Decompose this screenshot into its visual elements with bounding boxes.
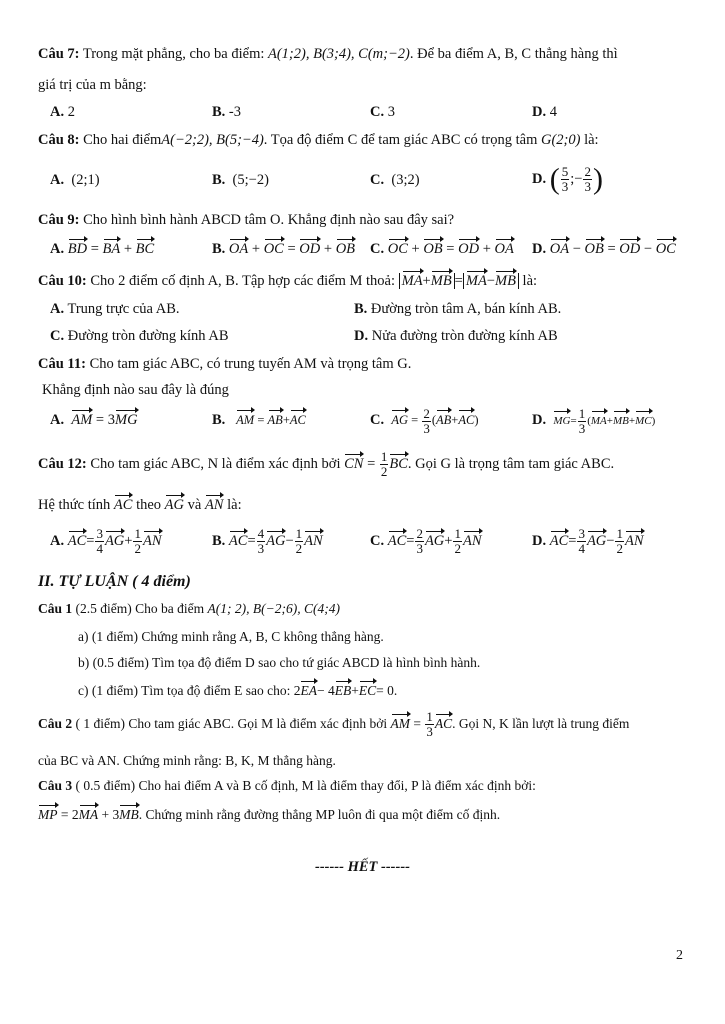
q12-option-b: B. AC= $\frac{4}{3}$ AG− $\frac{1}{2}$ AN bbox=[212, 526, 323, 557]
q8-option-b: B. (5;−2) bbox=[212, 172, 269, 188]
tl1-part-a: a) (1 điểm) Chứng minh rằng A, B, C không thẳng hàng. bbox=[78, 629, 384, 644]
q10-option-c: C. Đường tròn đường kính AB bbox=[50, 328, 229, 344]
q12-line2: Hệ thức tính AC theo AG và AN là: bbox=[38, 494, 242, 514]
q11-option-c: C. AG = $\frac{2}{3}$ (AB+AC) bbox=[370, 405, 479, 436]
q9-option-c: C. OC + OB = OD + OA bbox=[370, 238, 514, 258]
tl2-line2: của BC và AN. Chứng minh rằng: B, K, M thẳng hàng. bbox=[38, 753, 336, 768]
end-marker: ------ HẾT ------ bbox=[314, 859, 410, 875]
q12-line1: Câu 12: Cho tam giác ABC, N là điểm xác định bởi CN = $\frac{1}{2}$ BC. Gọi G là trọng tâm tam giác ABC. bbox=[38, 449, 615, 480]
q9-option-b: B. OA + OC = OD + OB bbox=[212, 238, 355, 258]
q8-option-d: D. ( $\frac{5}{3}$ ;− $\frac{2}{3}$ ) bbox=[532, 162, 603, 196]
q7-option-a: A. 2 bbox=[50, 104, 75, 120]
tl1-part-c: c) (1 điểm) Tìm tọa độ điểm E sao cho: 2EA− 4EB+EC= 0. bbox=[78, 680, 397, 700]
q8-option-c: C. (3;2) bbox=[370, 172, 420, 188]
tl3-line2: MP = 2MA + 3MB. Chứng minh rằng đường thẳng MP luôn đi qua một điểm cố định. bbox=[38, 804, 500, 824]
q12-option-c: C. AC= $\frac{2}{3}$ AG+ $\frac{1}{2}$ AN bbox=[370, 526, 482, 557]
q7-line1: Câu 7: Trong mặt phẳng, cho ba điểm: A(1;2), B(3;4), C(m;−2). Để ba điểm A, B, C thẳng hàng thì bbox=[38, 46, 618, 62]
tl1-part-b: b) (0.5 điểm) Tìm tọa độ điểm D sao cho tứ giác ABCD là hình bình hành. bbox=[78, 655, 481, 670]
q10-option-b: B. Đường tròn tâm A, bán kính AB. bbox=[354, 301, 562, 317]
page-number: 2 bbox=[676, 948, 683, 963]
tl3-line1: Câu 3 ( 0.5 điểm) Cho hai điểm A và B cố định, M là điểm thay đổi, P là điểm xác định bởi: bbox=[38, 778, 536, 793]
q7-option-b: B. -3 bbox=[212, 104, 242, 120]
q8-option-a: A. (2;1) bbox=[50, 172, 100, 188]
q11-option-b: B. AM = AB+AC bbox=[212, 409, 306, 429]
q11-option-d: D. MG= $\frac{1}{3}$ (MA+MB+MC) bbox=[532, 405, 656, 436]
tl2-line1: Câu 2 ( 1 điểm) Cho tam giác ABC. Gọi M là điểm xác định bởi AM = $\frac{1}{3}$ AC. Gọi N, K lần lượt là trung điểm bbox=[38, 709, 630, 740]
q7-option-c: C. 3 bbox=[370, 104, 395, 120]
q10-option-d: D. Nửa đường tròn đường kính AB bbox=[354, 328, 558, 344]
q10-option-a: A. Trung trực của AB. bbox=[50, 301, 180, 317]
q7-line2: giá trị của m bằng: bbox=[38, 77, 147, 93]
q12-option-d: D. AC= $\frac{3}{4}$ AG− $\frac{1}{2}$ AN bbox=[532, 526, 644, 557]
tl1-line: Câu 1 (2.5 điểm) Cho ba điểm A(1; 2), B(−2;6), C(4;4) bbox=[38, 601, 340, 616]
q7-option-d: D. 4 bbox=[532, 104, 557, 120]
q9-option-a: A. BD = BA + BC bbox=[50, 238, 154, 258]
q9-line: Câu 9: Cho hình bình hành ABCD tâm O. Khẳng định nào sau đây sai? bbox=[38, 212, 455, 228]
q10-line: Câu 10: Cho 2 điểm cố định A, B. Tập hợp các điểm M thoả: MA+MB = MA−MB là: bbox=[38, 270, 537, 290]
q9-option-d: D. OA − OB = OD − OC bbox=[532, 238, 676, 258]
q11-option-a: A. AM = 3MG bbox=[50, 409, 138, 429]
q11-line2: Khẳng định nào sau đây là đúng bbox=[42, 382, 229, 398]
q11-line1: Câu 11: Cho tam giác ABC, có trung tuyến AM và trọng tâm G. bbox=[38, 356, 412, 372]
q12-option-a: A. AC= $\frac{3}{4}$ AG+ $\frac{1}{2}$ AN bbox=[50, 526, 162, 557]
part2-title: II. TỰ LUẬN ( 4 điểm) bbox=[38, 573, 191, 590]
q8-line1: Câu 8: Cho hai điểmA(−2;2), B(5;−4). Tọa độ điểm C để tam giác ABC có trọng tâm G(2;0) là: bbox=[38, 132, 599, 148]
